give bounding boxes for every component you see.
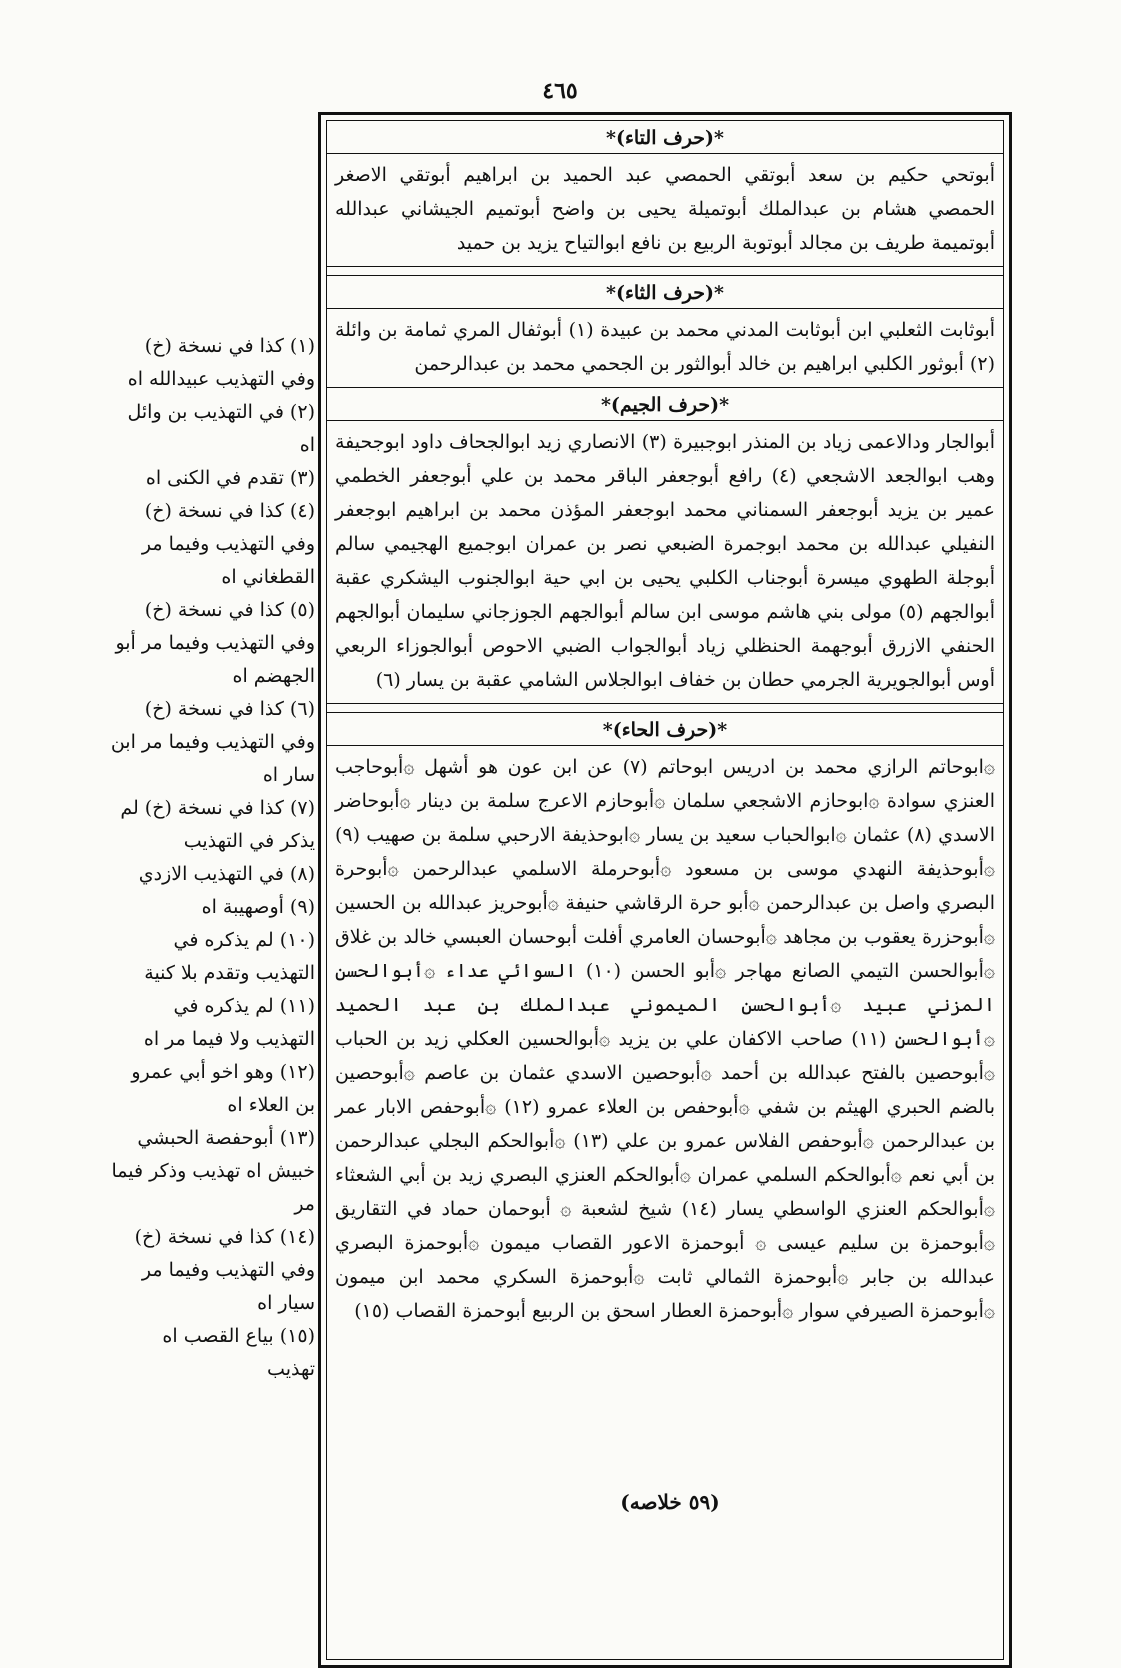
frame-inner xyxy=(326,120,1004,1660)
note-14: (١٤) كذا في نسخة (خ) وفي التهذيب وفيما مر سيار اه xyxy=(134,1226,315,1314)
note-7: (٧) كذا في نسخة (خ) لم يذكر في التهذيب xyxy=(120,797,315,852)
section-body-jim: أبوالجار ودالاعمى زياد بن المنذر ابوجبيرة (٣) الانصاري زيد ابوالجحاف داود ابوجحيفة وهب ابوالجعد الاشجعي (٤) رافع أبوجعفر الباقر محمد بن علي أبوجعفر الخطمي عمير بن يزيد أبوجعفر السمناني محمد ابوجعفر المؤذن محمد بن ابراهيم ابوجعفر النفيلي عبدالله بن محمد ابوجمرة الضبعي نصر بن عمران ابوجميع الهجيمي سالم أبوجلة الطهوي ميسرة أبوجناب الكلبي يحيى بن ابي حية ابوالجنوب اليشكري عقبة أبوالجهم (٥) مولى بني هاشم موسى ابن سالم أبوالجهم الجوزجاني سليمان أبوالجهم الحنفي الازرق أبوجهمة الحنظلي زياد أبوالجواب الضبي الاحوص أبوالجوزاء الربعي أوس أبوالجويرية الجرمي حطان بن خفاف ابوالجلاس الشامي عقبة بن يسار (٦) xyxy=(327,421,1003,704)
margin-notes xyxy=(110,330,315,1386)
section-title-ha: *(حرف الحاء)* xyxy=(327,713,1003,746)
section-body-ta: أبوتحي حكيم بن سعد أبوتقي الحمصي عبد الحميد بن ابراهيم أبوتقي الاصغر الحمصي هشام بن عبدالملك أبوتميلة يحيى بن واضح أبوتميم الجيشاني عبدالله أبوتميمة طريف بن مجالد أبوتوبة الربيع بن نافع ابوالتياح يزيد بن حميد xyxy=(327,154,1003,267)
note-9: (٩) أوصهيبة اه xyxy=(201,896,315,918)
main-text-frame xyxy=(318,112,1012,1668)
section-body-tha: أبوثابت الثعلبي ابن أبوثابت المدني محمد بن عبيدة (١) أبوثفال المري ثمامة بن وائلة (٢) أبوثور الكلبي ابراهيم بن خالد أبوالثور بن الجحمي محمد بن عبدالرحمن xyxy=(327,309,1003,388)
section-title-ta: *(حرف التاء)* xyxy=(327,121,1003,154)
note-15: (١٥) بياع القصب اه تهذيب xyxy=(162,1325,315,1380)
note-6: (٦) كذا في نسخة (خ) وفي التهذيب وفيما مر ابن سار اه xyxy=(110,698,315,786)
note-13: (١٣) أبوحفصة الحبشي خبيش اه تهذيب وذكر فيما مر xyxy=(111,1127,315,1215)
note-11: (١١) لم يذكره في التهذيب ولا فيما مر اه xyxy=(143,995,315,1050)
section-title-tha: *(حرف الثاء)* xyxy=(327,276,1003,309)
note-2: (٢) في التهذيب بن وائل اه xyxy=(127,401,315,456)
note-4: (٤) كذا في نسخة (خ) وفي التهذيب وفيما مر القطغاني اه xyxy=(141,500,315,588)
section-separator xyxy=(327,704,1003,713)
note-3: (٣) تقدم في الكنى اه xyxy=(145,467,315,489)
note-8: (٨) في التهذيب الازدي xyxy=(138,863,315,885)
note-12: (١٢) وهو اخو أبي عمرو بن العلاء اه xyxy=(131,1061,315,1116)
page-number: ٤٦٥ xyxy=(542,78,578,104)
page-footer: (٥٩ خلاصه) xyxy=(620,1490,720,1514)
note-1: (١) كذا في نسخة (خ) وفي التهذيب عبيدالله اه xyxy=(127,335,315,390)
note-10: (١٠) لم يذكره في التهذيب وتقدم بلا كنية xyxy=(144,929,315,984)
section-title-jim: *(حرف الجيم)* xyxy=(327,388,1003,421)
section-body-ha: ۞ابوحاتم الرازي محمد بن ادريس ابوحاتم (٧) عن ابن عون هو أشهل ۞أبوحاجب العنزي سوادة ۞ابوحازم الاشجعي سلمان ۞أبوحازم الاعرج سلمة بن دينار ۞أبوحاضر الاسدي (٨) عثمان ۞ابوالحباب سعيد بن يسار ۞ابوحذيفة الارحبي سلمة بن صهيب (٩) ۞أبوحذيفة النهدي موسى بن مسعود ۞أبوحرملة الاسلمي عبدالرحمن ۞أبوحرة البصري واصل بن عبدالرحمن ۞أبو حرة الرقاشي حنيفة ۞أبوحريز عبدالله بن الحسين ۞أبوحزرة يعقوب بن مجاهد ۞أبوحسان العامري أفلت أبوحسان العبسي خالد بن غلاق ۞أبوالحسن التيمي الصانع مهاجر ۞أبو الحسن (١٠) السوائي عداء ۞أبوالحسن المزني عبيد ۞أبوالحسن الميموني عبدالملك بن عبد الحميد ۞أبوالحسن (١١) صاحب الاكفان علي بن يزيد ۞أبوالحسين العكلي زيد بن الحباب ۞أبوحصين بالفتح عبدالله بن أحمد ۞أبوحصين الاسدي عثمان بن عاصم ۞أبوحصين بالضم الحبري الهيثم بن شفي ۞أبوحفص بن العلاء عمرو (١٢) ۞أبوحفص الابار عمر بن عبدالرحمن ۞أبوحفص الفلاس عمرو بن علي (١٣) ۞أبوالحكم البجلي عبدالرحمن بن أبي نعم ۞أبوالحكم السلمي عمران ۞أبوالحكم العنزي البصري زيد بن أبي الشعثاء ۞أبوالحكم العنزي الواسطي يسار (١٤) شيخ لشعبة ۞ أبوحمان حماد في التقاريق ۞أبوحمزة بن سليم عيسى ۞ أبوحمزة الاعور القصاب ميمون ۞أبوحمزة البصري عبدالله بن جابر ۞أبوحمزة الثمالي ثابت ۞أبوحمزة السكري محمد ابن ميمون ۞أبوحمزة الصيرفي سوار ۞أبوحمزة العطار اسحق بن الربيع أبوحمزة القصاب (١٥) xyxy=(335,756,996,1322)
section-separator xyxy=(327,267,1003,276)
note-5: (٥) كذا في نسخة (خ) وفي التهذيب وفيما مر أبو الجهضم اه xyxy=(115,599,315,687)
